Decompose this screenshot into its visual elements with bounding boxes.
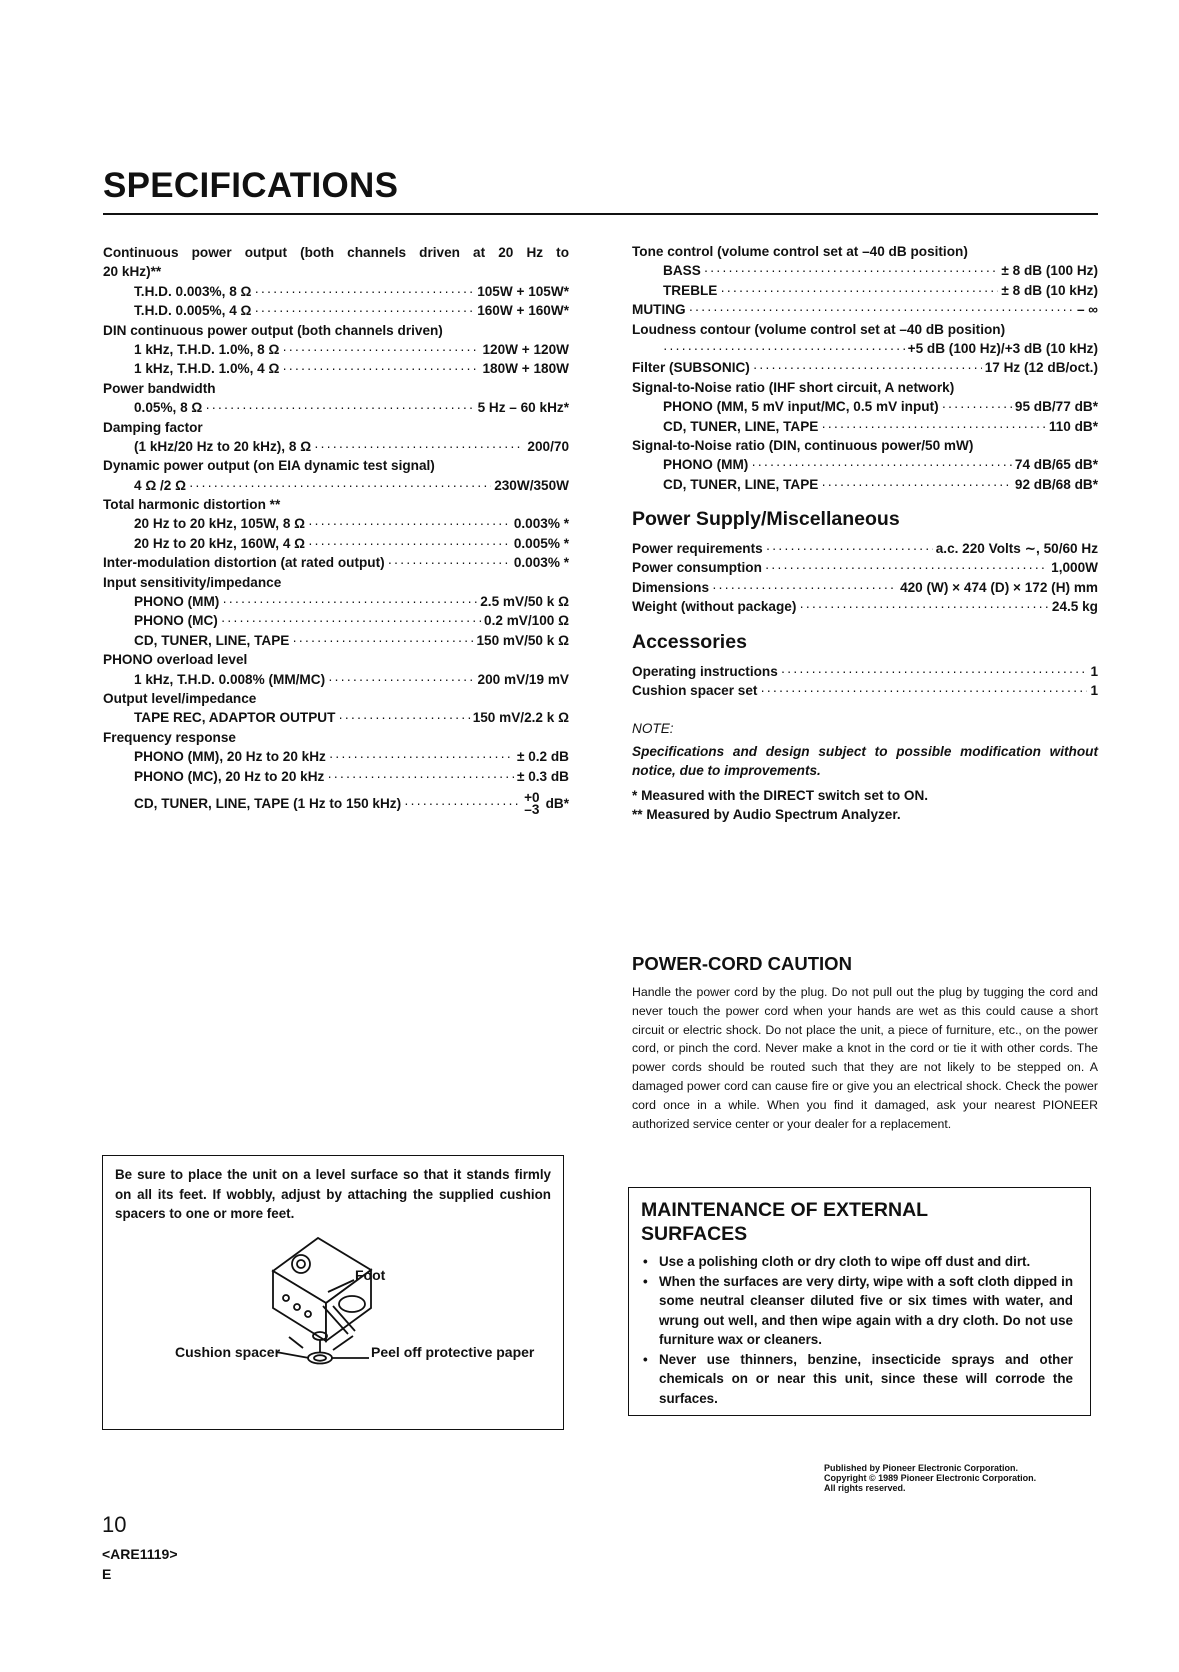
spec-label: (1 kHz/20 Hz to 20 kHz), 8 Ω [134,438,312,454]
spec-heading: DIN continuous power output (both channels driven) [103,322,443,338]
spec-label: CD, TUNER, LINE, TAPE [663,476,819,492]
spec-value: 180W + 180W [482,361,569,377]
publisher-info [824,1463,1036,1493]
spec-label: CD, TUNER, LINE, TAPE [663,418,819,434]
spec-heading: Tone control (volume control set at –40 dB position) [632,244,968,259]
maintenance-item: • Never use thinners, benzine, insecticide sprays and other chemicals on or near this unit, since these will corrode the surfaces. [641,1350,1073,1409]
footnotes [632,786,1098,825]
spec-row [632,339,1098,358]
section-heading-power: Power Supply/Miscellaneous [632,508,900,531]
spec-value: 150 mV/2.2 k Ω [472,710,569,726]
spec-label: CD, TUNER, LINE, TAPE (1 Hz to 150 kHz) [134,795,402,811]
spec-row [103,340,569,359]
spec-value: 420 (W) × 474 (D) × 172 (H) mm [900,579,1098,595]
spec-row [632,597,1098,616]
spec-label: Filter (SUBSONIC) [632,360,750,376]
spec-value: 24.5 kg [1051,599,1098,615]
spec-row [632,417,1098,436]
spec-row [103,553,569,572]
spec-value: 1,000W [1051,560,1098,576]
page-title: SPECIFICATIONS [103,166,399,205]
spec-value: 17 Hz (12 dB/oct.) [984,360,1098,376]
spec-value: +5 dB (100 Hz)/+3 dB (10 kHz) [907,340,1098,356]
spec-row [103,747,569,766]
spec-row [632,578,1098,597]
spec-heading: Output level/impedance [103,691,257,706]
spec-heading: Frequency response [103,729,236,745]
spec-value: 200/70 [527,438,569,454]
spec-row [632,281,1098,300]
spec-row [632,358,1098,377]
spec-row [103,437,569,456]
spec-row [632,475,1098,494]
spec-label: T.H.D. 0.005%, 4 Ω [134,303,252,319]
spec-row [103,670,569,689]
spec-label: Cushion spacer set [632,683,758,699]
tolerance-unit: dB* [545,795,569,811]
spec-row [632,397,1098,416]
spec-value: 0.005% * [513,535,569,551]
spec-label: Power requirements [632,541,763,557]
spec-value: ± 8 dB (100 Hz) [1001,263,1098,279]
spec-label: Weight (without package) [632,599,797,615]
caution-text: Handle the power cord by the plug. Do not pull out the plug by tugging the cord and never touch the power cord when your hands are wet as this could cause a short circuit or electric shock. Do not place the unit, a piece of furniture, etc., on the power cord, or pinch the cord. Never make a knot in the cord or tie it with other cords. The power cords should be routed such that they are not likely to be stepped on. A damaged power cord can cause fire or give you an electrical shock. Check the power cord once in a while. When you find it damaged, ask your nearest PIONEER authorized service center or your dealer for a replacement. [632,985,1098,1131]
tolerance-plus: +0 [524,790,540,806]
spec-value [524,789,569,819]
spec-label: PHONO (MC), 20 Hz to 20 kHz [134,768,325,784]
spec-row [103,631,569,650]
spec-label: TREBLE [663,282,718,298]
spec-value: 110 dB* [1048,418,1098,434]
spec-label: 20 Hz to 20 kHz, 105W, 8 Ω [134,516,306,532]
spec-row [103,708,569,727]
spec-label: Operating instructions [632,663,778,679]
spec-heading: Damping factor [103,419,203,435]
rights-line: All rights reserved. [824,1483,906,1493]
spec-row [103,282,569,301]
spec-heading: PHONO overload level [103,652,248,668]
spec-column-left [103,243,569,819]
spec-label: Inter-modulation distortion (at rated output) [103,555,385,571]
spec-label: CD, TUNER, LINE, TAPE [134,632,290,648]
spec-value: 1 [1090,683,1098,699]
title-rule [103,213,1098,215]
spec-label: PHONO (MM, 5 mV input/MC, 0.5 mV input) [663,399,939,415]
section-heading-accessories: Accessories [632,630,747,653]
publisher-line: Published by Pioneer Electronic Corporation. [824,1463,1019,1473]
spec-row [632,662,1098,681]
spec-column-right [632,242,1098,825]
spec-value: ± 0.2 dB [516,749,569,765]
spec-label: PHONO (MM) [134,594,220,610]
spec-label: TAPE REC, ADAPTOR OUTPUT [134,710,336,726]
spec-row [103,789,569,819]
spec-row [103,514,569,533]
spec-heading: Continuous power output (both channels driven at 20 Hz to [103,245,569,260]
level-surface-text: Be sure to place the unit on a level surface so that it stands firmly on all its feet. If wobbly, adjust by attaching the supplied cushion spacers to one or more feet. [115,1167,551,1221]
spec-row [632,558,1098,577]
spec-value: 0.003% * [513,555,569,571]
spec-value: ± 0.3 dB [516,768,569,784]
spec-value: 2.5 mV/50 k Ω [480,594,569,610]
spec-label: 4 Ω /2 Ω [134,477,187,493]
spec-value: 230W/350W [494,477,569,493]
spec-row [103,398,569,417]
spec-label: Power consumption [632,560,762,576]
spec-label: PHONO (MM) [663,457,749,473]
spec-value: 150 mV/50 k Ω [476,632,569,648]
spec-row [103,534,569,553]
spec-row [103,476,569,495]
maintenance-item: • Use a polishing cloth or dry cloth to wipe off dust and dirt. [641,1252,1073,1272]
spec-label: 1 kHz, T.H.D. 1.0%, 4 Ω [134,361,280,377]
spec-value: ± 8 dB (10 kHz) [1001,282,1098,298]
spec-label: 1 kHz, T.H.D. 1.0%, 8 Ω [134,341,280,357]
copyright-line: Copyright © 1989 Pioneer Electronic Corporation. [824,1473,1037,1483]
spec-label: BASS [663,263,701,279]
spec-label: PHONO (MC) [134,613,218,629]
footnote-direct: * Measured with the DIRECT switch set to ON. [632,787,929,803]
document-code: <ARE1119> [102,1546,178,1562]
spec-row [632,539,1098,558]
spec-value: 95 dB/77 dB* [1014,399,1098,415]
foot-illustration [103,1156,563,1429]
footnote-analyzer: ** Measured by Audio Spectrum Analyzer. [632,807,901,823]
spec-value: 0.003% * [513,516,569,532]
spec-row [632,455,1098,474]
tolerance-fraction [524,792,540,816]
maintenance-list [641,1252,1073,1408]
spec-value: 92 dB/68 dB* [1014,476,1098,492]
spec-label: Dimensions [632,579,710,595]
spec-value: 1 [1090,663,1098,679]
spec-heading: Signal-to-Noise ratio (IHF short circuit, A network) [632,379,955,395]
spec-heading: 20 kHz)** [103,264,162,280]
spec-row [103,592,569,611]
spec-label: 20 Hz to 20 kHz, 160W, 4 Ω [134,535,306,551]
level-surface-box [102,1155,564,1430]
label-foot: Foot [355,1267,386,1283]
spec-row [632,681,1098,700]
spec-row [103,611,569,630]
spec-value: 105W + 105W* [477,283,569,299]
spec-heading: Signal-to-Noise ratio (DIN, continuous power/50 mW) [632,437,974,453]
foot-drawing [273,1238,371,1364]
spec-value: 5 Hz – 60 kHz* [477,400,569,416]
label-peel-off: Peel off protective paper [371,1344,535,1360]
spec-label: 1 kHz, T.H.D. 0.008% (MM/MC) [134,671,326,687]
note-text: Specifications and design subject to possible modification without notice, due to improvements. [632,743,1098,778]
maintenance-box [628,1187,1091,1416]
spec-value: 74 dB/65 dB* [1014,457,1098,473]
spec-label: T.H.D. 0.003%, 8 Ω [134,283,252,299]
spec-label: MUTING [632,302,686,318]
spec-label: 0.05%, 8 Ω [134,400,203,416]
spec-value: 200 mV/19 mV [477,671,569,687]
maintenance-item: • When the surfaces are very dirty, wipe with a soft cloth dipped in some neutral cleanser diluted five or six times with water, and wrung out well, and then wipe again with a dry cloth. Do not use furniture wax or cleaners. [641,1272,1073,1350]
spec-row [103,301,569,320]
spec-row [632,300,1098,319]
spec-value: – ∞ [1076,302,1098,318]
page-number: 10 [102,1512,127,1537]
maintenance-heading [641,1198,928,1246]
label-cushion-spacer: Cushion spacer [175,1344,281,1360]
maintenance-heading-line2: SURFACES [641,1223,748,1245]
spec-value: a.c. 220 Volts ∼, 50/60 Hz [935,541,1098,557]
maintenance-heading-line1: MAINTENANCE OF EXTERNAL [641,1199,929,1221]
language-code: E [102,1566,112,1582]
spec-heading: Loudness contour (volume control set at –40 dB position) [632,321,1006,337]
spec-row [632,261,1098,280]
spec-row [103,359,569,378]
spec-row [103,767,569,786]
note-heading: NOTE: [632,721,674,737]
spec-label: PHONO (MM), 20 Hz to 20 kHz [134,749,326,765]
tolerance-minus: –3 [524,802,540,818]
spec-heading: Dynamic power output (on EIA dynamic test signal) [103,458,435,474]
spec-heading: Input sensitivity/impedance [103,574,282,590]
spec-heading: Power bandwidth [103,380,216,396]
spec-heading: Total harmonic distortion ** [103,497,281,513]
spec-value: 160W + 160W* [477,303,569,319]
spec-value: 0.2 mV/100 Ω [484,613,569,629]
caution-heading: POWER-CORD CAUTION [632,953,852,974]
spec-value: 120W + 120W [482,341,569,357]
